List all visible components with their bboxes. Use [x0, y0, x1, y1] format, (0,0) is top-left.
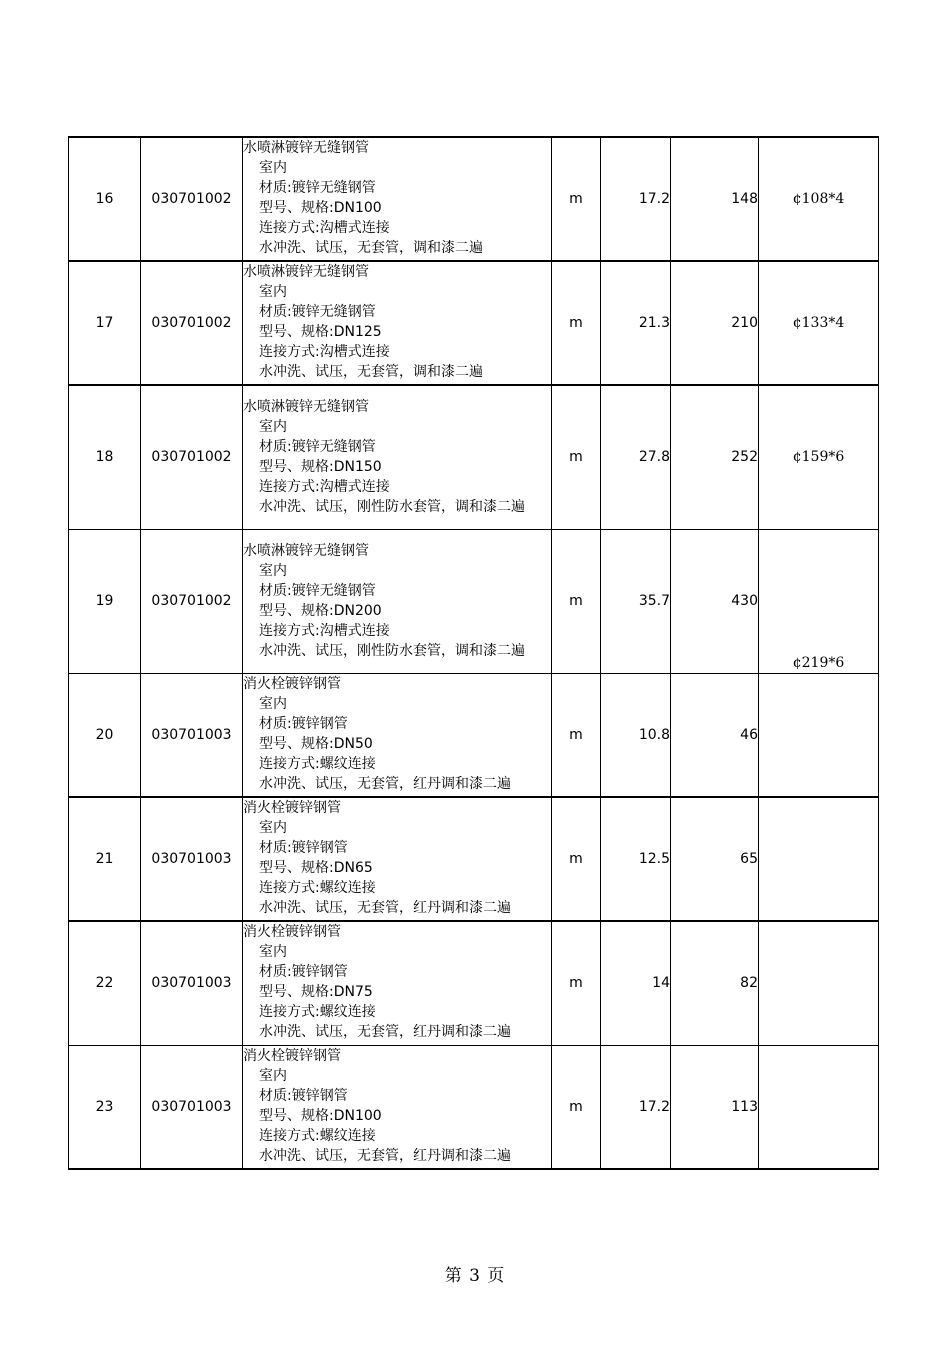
- item-unit: m: [552, 529, 601, 673]
- item-number: 20: [69, 673, 141, 797]
- description-line: 水冲洗、试压，无套管，红丹调和漆二遍: [259, 1024, 511, 1040]
- table-row: [69, 385, 879, 529]
- item-count: 430: [671, 529, 759, 673]
- item-pipe-spec: [759, 921, 879, 1045]
- item-description: [243, 1045, 552, 1169]
- description-title: 消火栓镀锌钢管: [243, 924, 341, 940]
- item-code: 030701002: [141, 529, 243, 673]
- item-quantity: 14: [601, 921, 671, 1045]
- table-row: [69, 797, 879, 921]
- description-line: 室内: [259, 1067, 287, 1084]
- table-row: [69, 261, 879, 385]
- item-quantity: 35.7: [601, 529, 671, 673]
- item-quantity: 17.2: [601, 137, 671, 261]
- description-line: 室内: [259, 419, 287, 436]
- description-line: 室内: [259, 284, 287, 300]
- description-line: 水冲洗、试压，无套管，红丹调和漆二遍: [259, 1147, 511, 1164]
- description-line: 连接方式:沟槽式连接: [259, 344, 390, 360]
- item-code: 030701002: [141, 137, 243, 261]
- description-line: 水冲洗、试压，无套管，调和漆二遍: [259, 240, 483, 256]
- item-number: 16: [69, 137, 141, 261]
- description-line: 材质:镀锌钢管: [259, 1087, 348, 1104]
- item-number: 22: [69, 921, 141, 1045]
- description-line: 水冲洗、试压，刚性防水套管，调和漆二遍: [259, 499, 525, 516]
- page-number: 第 3 页: [444, 1266, 506, 1286]
- description-line: 材质:镀锌钢管: [259, 964, 348, 980]
- description-line: 材质:镀锌无缝钢管: [259, 439, 376, 456]
- item-unit: m: [552, 673, 601, 797]
- description-title: 水喷淋镀锌无缝钢管: [243, 399, 369, 416]
- item-unit: m: [552, 797, 601, 921]
- description-line: 水冲洗、试压，刚性防水套管，调和漆二遍: [259, 643, 525, 659]
- item-quantity: 21.3: [601, 261, 671, 385]
- table-row: [69, 137, 879, 261]
- description-line: 水冲洗、试压，无套管，调和漆二遍: [259, 364, 483, 380]
- item-number: 18: [69, 385, 141, 529]
- description-title: 水喷淋镀锌无缝钢管: [243, 543, 369, 559]
- item-count: 210: [671, 261, 759, 385]
- item-unit: m: [552, 137, 601, 261]
- description-line: 材质:镀锌无缝钢管: [259, 583, 376, 599]
- item-count: 148: [671, 137, 759, 261]
- item-count: 46: [671, 673, 759, 797]
- item-count: 82: [671, 921, 759, 1045]
- item-code: 030701002: [141, 385, 243, 529]
- description-line: 室内: [259, 944, 287, 960]
- description-line: 连接方式:沟槽式连接: [259, 479, 390, 496]
- description-title: 消火栓镀锌钢管: [243, 1047, 341, 1064]
- bill-of-quantities-table: [68, 136, 879, 1170]
- description-line: 型号、规格:DN75: [259, 984, 373, 1000]
- item-unit: m: [552, 1045, 601, 1169]
- description-title: 消火栓镀锌钢管: [243, 800, 341, 816]
- item-code: 030701003: [141, 673, 243, 797]
- item-number: 19: [69, 529, 141, 673]
- item-pipe-spec: [759, 797, 879, 921]
- item-count: 113: [671, 1045, 759, 1169]
- description-line: 材质:镀锌无缝钢管: [259, 304, 376, 320]
- item-description: [243, 797, 552, 921]
- item-code: 030701003: [141, 797, 243, 921]
- description-line: 室内: [259, 160, 287, 176]
- item-pipe-spec: [759, 1045, 879, 1169]
- item-number: 17: [69, 261, 141, 385]
- description-line: 材质:镀锌钢管: [259, 840, 348, 856]
- item-number: 23: [69, 1045, 141, 1169]
- description-line: 连接方式:螺纹连接: [259, 880, 376, 896]
- item-pipe-spec: ¢159*6: [759, 385, 879, 529]
- item-description: [243, 385, 552, 529]
- item-unit: m: [552, 261, 601, 385]
- item-description: [243, 137, 552, 261]
- item-count: 252: [671, 385, 759, 529]
- item-pipe-spec: ¢219*6: [759, 529, 879, 673]
- description-line: 型号、规格:DN200: [259, 603, 382, 619]
- item-quantity: 10.8: [601, 673, 671, 797]
- description-line: 型号、规格:DN125: [259, 324, 382, 340]
- description-line: 水冲洗、试压，无套管，红丹调和漆二遍: [259, 900, 511, 916]
- item-description: [243, 261, 552, 385]
- item-pipe-spec: ¢133*4: [759, 261, 879, 385]
- item-quantity: 17.2: [601, 1045, 671, 1169]
- item-description: [243, 529, 552, 673]
- description-line: 室内: [259, 695, 287, 712]
- description-line: 水冲洗、试压，无套管，红丹调和漆二遍: [259, 775, 511, 792]
- description-line: 连接方式:螺纹连接: [259, 755, 376, 772]
- item-code: 030701002: [141, 261, 243, 385]
- description-title: 水喷淋镀锌无缝钢管: [243, 264, 369, 280]
- item-number: 21: [69, 797, 141, 921]
- table-row: [69, 529, 879, 673]
- item-description: [243, 673, 552, 797]
- item-description: [243, 921, 552, 1045]
- description-line: 连接方式:螺纹连接: [259, 1004, 376, 1020]
- description-line: 型号、规格:DN150: [259, 459, 382, 476]
- description-line: 连接方式:沟槽式连接: [259, 220, 390, 236]
- table-body: [69, 137, 879, 1169]
- item-code: 030701003: [141, 921, 243, 1045]
- table-row: [69, 921, 879, 1045]
- description-line: 室内: [259, 820, 287, 836]
- description-title: 水喷淋镀锌无缝钢管: [243, 140, 369, 156]
- description-line: 材质:镀锌钢管: [259, 715, 348, 732]
- description-line: 型号、规格:DN100: [259, 200, 382, 216]
- item-quantity: 27.8: [601, 385, 671, 529]
- item-quantity: 12.5: [601, 797, 671, 921]
- item-pipe-spec: [759, 673, 879, 797]
- table-row: [69, 673, 879, 797]
- item-unit: m: [552, 385, 601, 529]
- description-line: 室内: [259, 563, 287, 579]
- table-row: [69, 1045, 879, 1169]
- item-count: 65: [671, 797, 759, 921]
- description-line: 连接方式:沟槽式连接: [259, 623, 390, 639]
- description-line: 材质:镀锌无缝钢管: [259, 180, 376, 196]
- item-pipe-spec: ¢108*4: [759, 137, 879, 261]
- item-unit: m: [552, 921, 601, 1045]
- description-line: 连接方式:螺纹连接: [259, 1127, 376, 1144]
- description-line: 型号、规格:DN50: [259, 735, 373, 752]
- description-title: 消火栓镀锌钢管: [243, 675, 341, 692]
- item-code: 030701003: [141, 1045, 243, 1169]
- description-line: 型号、规格:DN100: [259, 1107, 382, 1124]
- description-line: 型号、规格:DN65: [259, 860, 373, 876]
